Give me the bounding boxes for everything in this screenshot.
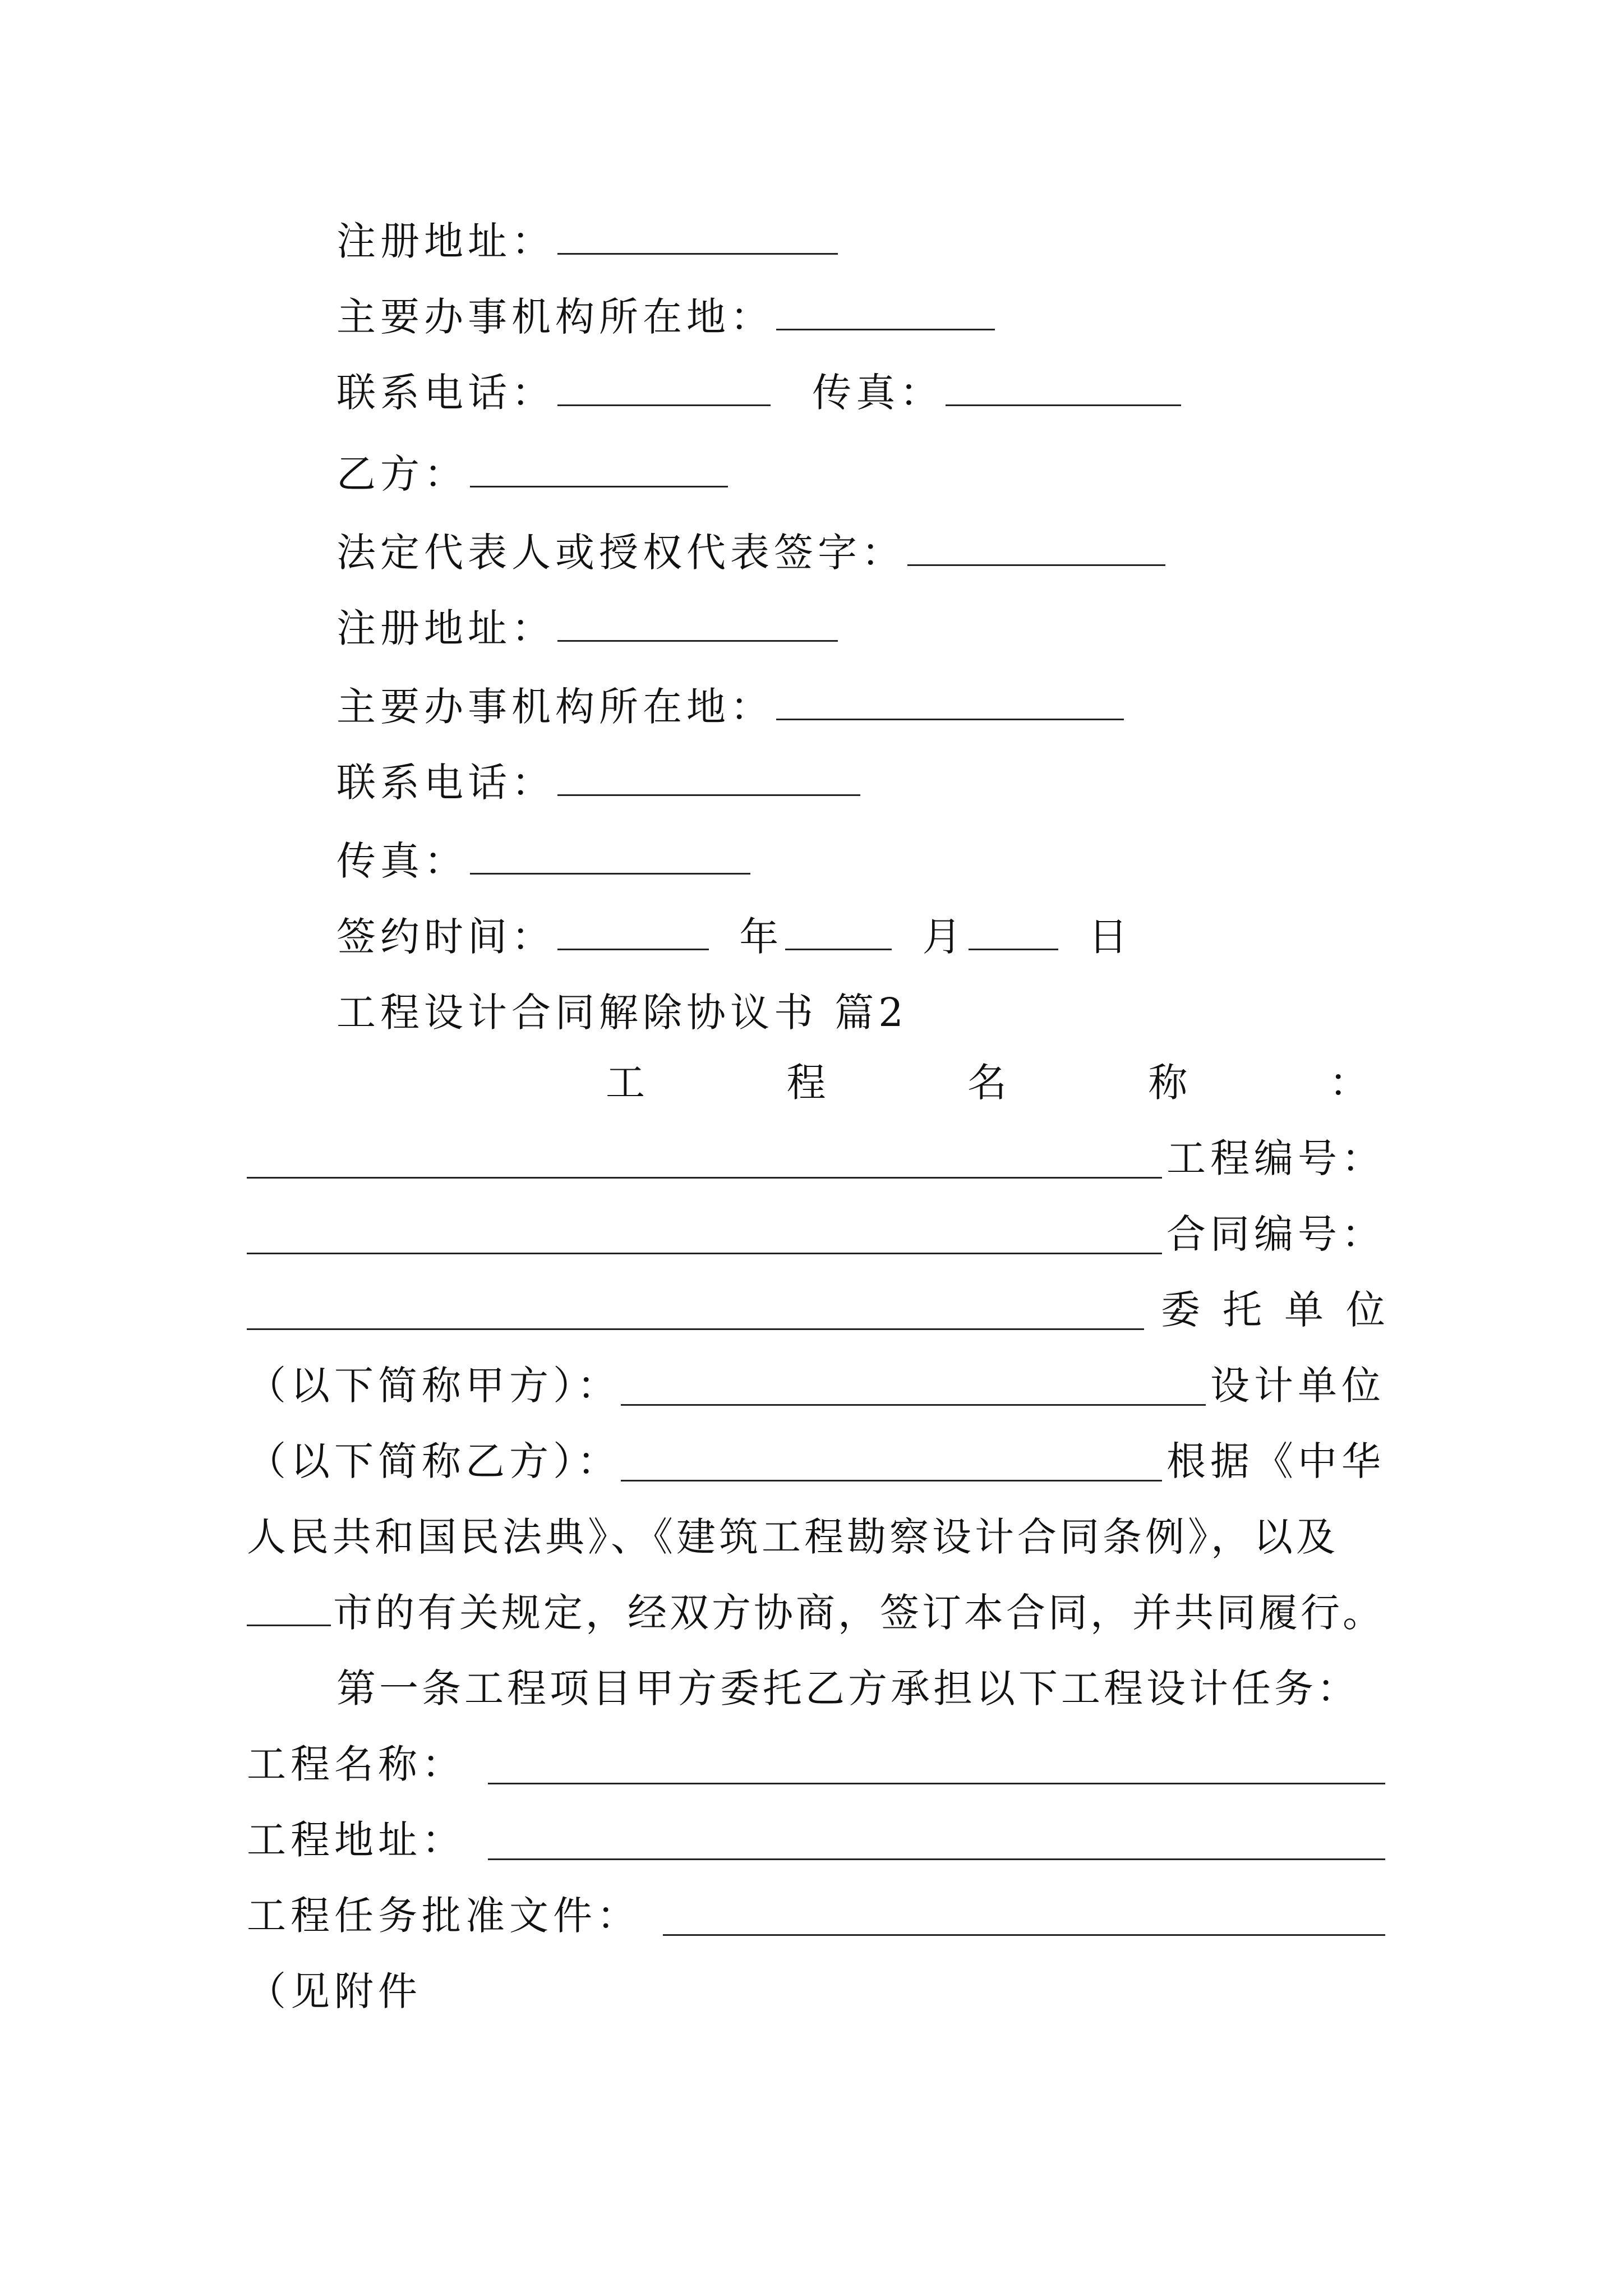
field-approval-row <box>247 1888 1385 1944</box>
section-title: 工程设计合同解除协议书 篇2 <box>336 990 908 1036</box>
according-row <box>247 1433 1385 1489</box>
field-approval-blank[interactable] <box>663 1895 1385 1936</box>
month-blank[interactable] <box>785 909 892 950</box>
field-label: 传真： <box>812 370 944 416</box>
phone-blank[interactable] <box>557 755 860 796</box>
field-name-blank[interactable] <box>488 1743 1385 1784</box>
contract-number-blank[interactable] <box>247 1289 1144 1330</box>
project-name-blank[interactable] <box>247 1138 1162 1179</box>
field-address-label: 工程地址： <box>247 1817 465 1863</box>
phone-blank[interactable] <box>557 365 771 406</box>
project-number-blank[interactable] <box>247 1213 1162 1254</box>
field-label: 注册地址： <box>336 605 555 651</box>
field-approval-label: 工程任务批准文件： <box>247 1893 640 1939</box>
field-address-blank[interactable] <box>488 1819 1385 1860</box>
fax-blank[interactable] <box>470 834 750 875</box>
contract-number-row <box>247 1206 1385 1262</box>
client-blank[interactable] <box>621 1365 1206 1406</box>
char: 名 <box>967 1060 1007 1106</box>
field-label: 主要办事机构所在地： <box>336 294 774 340</box>
field-label: 传真： <box>336 838 468 884</box>
office-location-blank[interactable] <box>776 289 995 330</box>
party-b-phone <box>336 754 863 811</box>
field-label: 法定代表人或授权代表签字： <box>336 530 905 576</box>
field-label: 签约时间： <box>336 914 555 960</box>
party-a-contact <box>336 365 1183 421</box>
representative-blank[interactable] <box>907 525 1165 566</box>
party-b-registered-address <box>336 600 840 656</box>
party-b-label <box>336 446 730 502</box>
char: 托 <box>1223 1287 1262 1333</box>
city-text: 市的有关规定，经双方协商，签订本合同，并共同履行。 <box>333 1590 1385 1636</box>
party-b-representative <box>336 524 1168 581</box>
party-b-fax <box>336 833 753 889</box>
city-line <box>247 1585 1385 1641</box>
year-blank[interactable] <box>557 909 709 950</box>
char: 程 <box>786 1060 826 1106</box>
char: ： <box>1329 1060 1368 1106</box>
designer-note: （以下简称乙方）： <box>247 1438 621 1484</box>
char: 位 <box>1346 1287 1385 1333</box>
field-label: 主要办事机构所在地： <box>336 684 774 730</box>
field-name-row <box>247 1736 1385 1792</box>
designer-label: 设计单位 <box>1210 1363 1385 1409</box>
party-b-office-location <box>336 679 1126 735</box>
according-to-text: 根据《中华 <box>1166 1438 1385 1484</box>
char: 称 <box>1148 1060 1188 1106</box>
project-name-label <box>606 1055 1368 1111</box>
registered-address-blank[interactable] <box>557 601 838 642</box>
designer-blank[interactable] <box>621 1441 1162 1481</box>
field-label: 联系电话： <box>336 370 555 416</box>
char: 工 <box>606 1060 645 1106</box>
client-label <box>1161 1282 1385 1338</box>
contract-number-label: 合同编号： <box>1166 1211 1385 1257</box>
city-blank[interactable] <box>247 1585 331 1626</box>
client-row <box>247 1282 1385 1338</box>
month-label: 月 <box>922 914 966 960</box>
project-number-label: 工程编号： <box>1166 1135 1385 1181</box>
day-blank[interactable] <box>969 909 1058 950</box>
field-name-label: 工程名称： <box>247 1741 465 1787</box>
signing-date <box>336 909 1132 965</box>
year-label: 年 <box>739 914 783 960</box>
party-b-blank[interactable] <box>470 447 728 487</box>
registered-address-blank[interactable] <box>557 214 838 255</box>
field-label: 乙方： <box>336 451 468 497</box>
attachment-note: （见附件 <box>247 1968 422 2014</box>
field-address-row <box>247 1812 1385 1868</box>
party-a-registered-address <box>336 213 840 269</box>
office-location-blank[interactable] <box>776 679 1124 720</box>
day-label: 日 <box>1088 914 1132 960</box>
article-1: 第一条工程项目甲方委托乙方承担以下工程设计任务： <box>336 1665 1359 1711</box>
field-label: 联系电话： <box>336 760 555 806</box>
party-a-office-location <box>336 289 997 345</box>
law-line: 人民共和国民法典》、《建筑工程勘察设计合同条例》，以及 <box>247 1514 1339 1560</box>
designer-row <box>247 1358 1385 1414</box>
char: 委 <box>1161 1287 1200 1333</box>
client-note: （以下简称甲方）： <box>247 1363 621 1409</box>
project-number-row <box>247 1130 1385 1186</box>
fax-blank[interactable] <box>946 365 1181 406</box>
char: 单 <box>1284 1287 1324 1333</box>
field-label: 注册地址： <box>336 218 555 264</box>
